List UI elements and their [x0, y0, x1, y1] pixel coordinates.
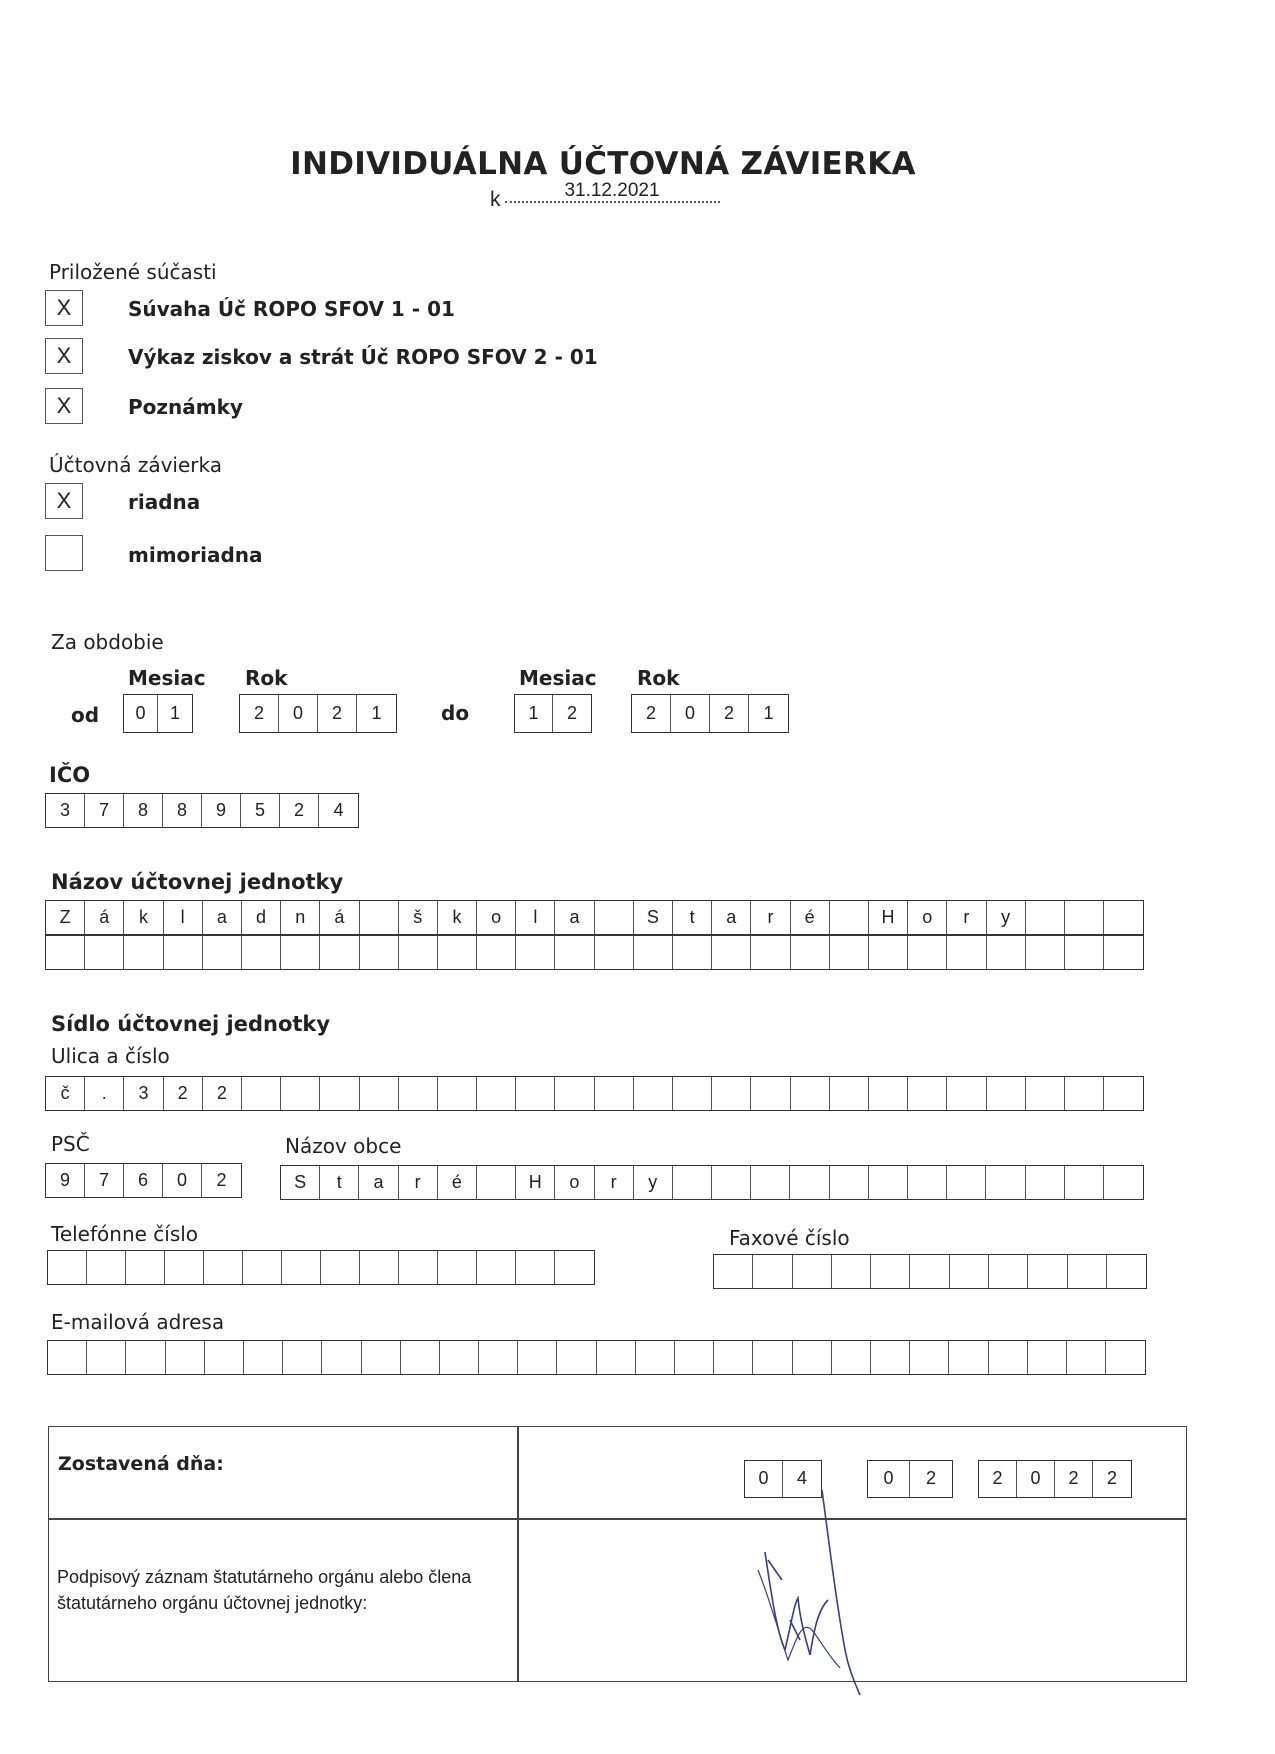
date-cell[interactable]: 0: [1017, 1461, 1055, 1497]
grid-cell[interactable]: [87, 1341, 126, 1374]
from-label: od: [71, 703, 100, 727]
grid-cell[interactable]: [947, 1166, 986, 1199]
grid-cell[interactable]: [636, 1341, 675, 1374]
grid-cell[interactable]: o: [908, 901, 947, 934]
grid-cell[interactable]: [126, 1251, 165, 1284]
grid-cell[interactable]: [1026, 1077, 1065, 1110]
date-cell[interactable]: 0: [868, 1461, 910, 1497]
grid-cell[interactable]: [321, 1251, 360, 1284]
grid-cell[interactable]: [165, 1251, 204, 1284]
grid-cell[interactable]: [282, 1251, 321, 1284]
grid-cell[interactable]: 8: [163, 794, 202, 827]
grid-cell[interactable]: [283, 1341, 322, 1374]
grid-cell[interactable]: [126, 1341, 165, 1374]
grid-cell[interactable]: 8: [124, 794, 163, 827]
grid-cell[interactable]: y: [634, 1166, 673, 1199]
from-month-label: Mesiac: [128, 666, 206, 690]
grid-cell[interactable]: [1106, 1341, 1145, 1374]
grid-cell[interactable]: [832, 1341, 871, 1374]
grid-cell[interactable]: [438, 1077, 477, 1110]
grid-cell[interactable]: [751, 1077, 790, 1110]
grid-cell[interactable]: [793, 1255, 832, 1288]
grid-cell[interactable]: [949, 1341, 988, 1374]
type-label-extraordinary: mimoriadna: [128, 543, 263, 567]
grid-cell[interactable]: [675, 1341, 714, 1374]
grid-cell[interactable]: [871, 1341, 910, 1374]
grid-cell[interactable]: [910, 1341, 949, 1374]
grid-cell[interactable]: d: [242, 901, 281, 934]
grid-cell[interactable]: [360, 936, 399, 969]
grid-cell[interactable]: [557, 1341, 596, 1374]
grid-cell[interactable]: [87, 1251, 126, 1284]
grid-cell[interactable]: [830, 1077, 869, 1110]
email-label: E-mailová adresa: [51, 1310, 225, 1334]
grid-cell[interactable]: [322, 1341, 361, 1374]
grid-cell[interactable]: 9: [202, 794, 241, 827]
grid-cell[interactable]: [908, 1077, 947, 1110]
type-checkbox-extraordinary[interactable]: [45, 535, 83, 571]
closing-date: 31.12.2021: [505, 181, 720, 203]
grid-cell[interactable]: [555, 936, 594, 969]
grid-cell[interactable]: l: [164, 901, 203, 934]
to-label: do: [441, 701, 470, 725]
grid-cell[interactable]: a: [359, 1166, 398, 1199]
grid-cell[interactable]: [830, 936, 869, 969]
grid-cell[interactable]: [791, 936, 830, 969]
type-label-regular: riadna: [128, 490, 201, 514]
grid-cell[interactable]: [438, 936, 477, 969]
to-month-label: Mesiac: [519, 666, 597, 690]
grid-cell[interactable]: [477, 1077, 516, 1110]
grid-cell[interactable]: [597, 1341, 636, 1374]
grid-cell[interactable]: [48, 1341, 87, 1374]
grid-cell[interactable]: o: [477, 901, 516, 934]
grid-cell[interactable]: [869, 1166, 908, 1199]
city-field[interactable]: [280, 1165, 1144, 1200]
grid-cell[interactable]: [401, 1341, 440, 1374]
grid-cell[interactable]: [595, 1077, 634, 1110]
date-cell[interactable]: 4: [796, 1468, 807, 1488]
grid-cell[interactable]: 1: [763, 703, 774, 723]
grid-cell[interactable]: [793, 1341, 832, 1374]
grid-cell[interactable]: [712, 1077, 751, 1110]
grid-cell[interactable]: [1068, 1255, 1107, 1288]
type-section-label: Účtovná závierka: [49, 453, 222, 477]
grid-cell[interactable]: 2: [240, 695, 279, 732]
grid-cell[interactable]: [830, 1166, 869, 1199]
grid-cell[interactable]: [166, 1341, 205, 1374]
fax-field[interactable]: [713, 1254, 1147, 1289]
grid-cell[interactable]: [712, 936, 751, 969]
grid-cell[interactable]: [790, 1166, 829, 1199]
compiled-year-field[interactable]: [978, 1460, 1132, 1498]
grid-cell[interactable]: [753, 1255, 792, 1288]
grid-cell[interactable]: H: [516, 1166, 555, 1199]
phone-label: Telefónne číslo: [51, 1222, 199, 1246]
grid-cell[interactable]: 5: [241, 794, 280, 827]
grid-cell[interactable]: [360, 1077, 399, 1110]
grid-cell[interactable]: [1104, 1166, 1143, 1199]
unit-name-row-2[interactable]: [45, 935, 1144, 970]
grid-cell[interactable]: [910, 1255, 949, 1288]
date-cell[interactable]: 2: [979, 1461, 1017, 1497]
grid-cell[interactable]: 7: [85, 794, 124, 827]
grid-cell[interactable]: 1: [371, 703, 382, 723]
grid-cell[interactable]: [479, 1341, 518, 1374]
from-year-field[interactable]: [239, 694, 397, 733]
signature-label: Podpisový záznam štatutárneho orgánu alebo člena štatutárneho orgánu účtovnej jednotky:: [57, 1567, 472, 1613]
grid-cell[interactable]: 2: [632, 695, 671, 732]
grid-cell[interactable]: [751, 1166, 790, 1199]
grid-cell[interactable]: [320, 1077, 359, 1110]
grid-cell[interactable]: [205, 1341, 244, 1374]
grid-cell[interactable]: k: [438, 901, 477, 934]
grid-cell[interactable]: 3: [46, 794, 85, 827]
grid-cell[interactable]: [281, 1077, 320, 1110]
grid-cell[interactable]: [1107, 1255, 1146, 1288]
grid-cell[interactable]: [1026, 901, 1065, 934]
document-title: INDIVIDUÁLNA ÚČTOVNÁ ZÁVIERKA: [290, 146, 916, 182]
grid-cell[interactable]: [281, 936, 320, 969]
date-cell[interactable]: 0: [745, 1461, 783, 1497]
grid-cell[interactable]: [48, 1251, 87, 1284]
grid-cell[interactable]: [986, 1166, 1025, 1199]
grid-cell[interactable]: [871, 1255, 910, 1288]
grid-cell[interactable]: [1065, 901, 1104, 934]
handwritten-signature: [740, 1490, 880, 1700]
grid-cell[interactable]: [46, 936, 85, 969]
grid-cell[interactable]: [516, 1077, 555, 1110]
grid-cell[interactable]: [360, 1251, 399, 1284]
grid-cell[interactable]: 0: [163, 1164, 202, 1197]
grid-cell[interactable]: 0: [124, 695, 158, 732]
grid-cell[interactable]: 2: [164, 1077, 203, 1110]
grid-cell[interactable]: [947, 1077, 986, 1110]
grid-cell[interactable]: t: [673, 901, 712, 934]
grid-cell[interactable]: [869, 1077, 908, 1110]
grid-cell[interactable]: [1028, 1341, 1067, 1374]
grid-cell[interactable]: [1065, 1077, 1104, 1110]
attached-label-3: Poznámky: [128, 395, 243, 419]
grid-cell[interactable]: a: [712, 901, 751, 934]
grid-cell[interactable]: 0: [279, 695, 318, 732]
to-year-label: Rok: [637, 666, 680, 690]
grid-cell[interactable]: [203, 936, 242, 969]
grid-cell[interactable]: .: [85, 1077, 124, 1110]
date-cell[interactable]: 2: [1106, 1468, 1117, 1488]
grid-cell[interactable]: [1026, 1166, 1065, 1199]
grid-cell[interactable]: [555, 1251, 594, 1284]
from-month-field[interactable]: [123, 694, 193, 733]
grid-cell[interactable]: á: [85, 901, 124, 934]
grid-cell[interactable]: 2: [216, 1170, 227, 1190]
grid-cell[interactable]: [399, 1251, 438, 1284]
grid-cell[interactable]: [1028, 1255, 1067, 1288]
attached-checkbox-2[interactable]: X: [45, 338, 83, 374]
grid-cell[interactable]: 1: [169, 703, 180, 723]
grid-cell[interactable]: [477, 936, 516, 969]
grid-cell[interactable]: H: [869, 901, 908, 934]
date-cell[interactable]: 2: [925, 1468, 936, 1488]
grid-cell[interactable]: [360, 901, 399, 934]
psc-field[interactable]: [45, 1163, 242, 1198]
grid-cell[interactable]: [751, 936, 790, 969]
grid-cell[interactable]: [124, 936, 163, 969]
grid-cell[interactable]: [440, 1341, 479, 1374]
grid-cell[interactable]: a: [203, 901, 242, 934]
grid-cell[interactable]: [791, 1077, 830, 1110]
seat-label: Sídlo účtovnej jednotky: [51, 1012, 331, 1036]
grid-cell[interactable]: [908, 936, 947, 969]
psc-label: PSČ: [51, 1132, 90, 1156]
date-line: [490, 180, 720, 213]
grid-cell[interactable]: [242, 936, 281, 969]
grid-cell[interactable]: 6: [124, 1164, 163, 1197]
grid-cell[interactable]: Z: [46, 901, 85, 934]
grid-cell[interactable]: [634, 1077, 673, 1110]
grid-cell[interactable]: 2: [710, 695, 749, 732]
grid-cell[interactable]: 9: [46, 1164, 85, 1197]
grid-cell[interactable]: [399, 936, 438, 969]
grid-cell[interactable]: é: [791, 901, 830, 934]
table-vertical-divider: [517, 1426, 519, 1682]
grid-cell[interactable]: t: [320, 1166, 359, 1199]
grid-cell[interactable]: [712, 1166, 751, 1199]
grid-cell[interactable]: 2: [280, 794, 319, 827]
grid-cell[interactable]: [204, 1251, 243, 1284]
grid-cell[interactable]: [673, 1166, 712, 1199]
grid-cell[interactable]: [832, 1255, 871, 1288]
grid-cell[interactable]: [673, 936, 712, 969]
grid-cell[interactable]: [947, 936, 986, 969]
grid-cell[interactable]: [753, 1341, 792, 1374]
grid-cell[interactable]: [908, 1166, 947, 1199]
grid-cell[interactable]: [1067, 1341, 1106, 1374]
grid-cell[interactable]: [438, 1251, 477, 1284]
grid-cell[interactable]: [320, 936, 359, 969]
grid-cell[interactable]: 0: [671, 695, 710, 732]
grid-cell[interactable]: [399, 1077, 438, 1110]
city-label: Názov obce: [285, 1134, 402, 1158]
to-year-field[interactable]: [631, 694, 789, 733]
grid-cell[interactable]: [85, 936, 124, 969]
grid-cell[interactable]: n: [281, 901, 320, 934]
grid-cell[interactable]: 1: [515, 695, 553, 732]
grid-cell[interactable]: [869, 936, 908, 969]
grid-cell[interactable]: [634, 936, 673, 969]
grid-cell[interactable]: [989, 1255, 1028, 1288]
street-label: Ulica a číslo: [51, 1044, 170, 1068]
attached-checkbox-3[interactable]: X: [45, 388, 83, 424]
grid-cell[interactable]: [1104, 1077, 1143, 1110]
grid-cell[interactable]: [516, 1251, 555, 1284]
grid-cell[interactable]: a: [555, 901, 594, 934]
grid-cell[interactable]: 4: [333, 800, 344, 820]
attached-section-label: Priložené súčasti: [49, 260, 217, 284]
grid-cell[interactable]: [1065, 1166, 1104, 1199]
attached-label-2: Výkaz ziskov a strát Úč ROPO SFOV 2 - 01: [128, 345, 598, 369]
grid-cell[interactable]: y: [987, 901, 1026, 934]
grid-cell[interactable]: 2: [203, 1077, 242, 1110]
grid-cell[interactable]: 7: [85, 1164, 124, 1197]
grid-cell[interactable]: [164, 936, 203, 969]
grid-cell[interactable]: é: [438, 1166, 477, 1199]
table-horizontal-divider: [48, 1518, 1187, 1520]
grid-cell[interactable]: [477, 1251, 516, 1284]
grid-cell[interactable]: [1026, 936, 1065, 969]
attached-checkbox-1[interactable]: X: [45, 290, 83, 326]
to-month-field[interactable]: [514, 694, 592, 733]
grid-cell[interactable]: [242, 1077, 281, 1110]
grid-cell[interactable]: [362, 1341, 401, 1374]
compiled-label: Zostavená dňa:: [58, 1453, 224, 1475]
street-field[interactable]: [45, 1076, 1144, 1111]
type-checkbox-regular[interactable]: X: [45, 483, 83, 519]
k-prefix: k: [490, 188, 501, 211]
grid-cell[interactable]: [243, 1251, 282, 1284]
grid-cell[interactable]: r: [595, 1166, 634, 1199]
grid-cell[interactable]: 2: [318, 695, 357, 732]
grid-cell[interactable]: [714, 1341, 753, 1374]
unit-name-label: Názov účtovnej jednotky: [51, 870, 344, 894]
unit-name-row-1[interactable]: [45, 900, 1144, 935]
grid-cell[interactable]: 2: [566, 703, 577, 723]
grid-cell[interactable]: [1104, 936, 1143, 969]
grid-cell[interactable]: á: [320, 901, 359, 934]
grid-cell[interactable]: [987, 936, 1026, 969]
period-heading: Za obdobie: [51, 630, 164, 654]
grid-cell[interactable]: [477, 1166, 516, 1199]
grid-cell[interactable]: [950, 1255, 989, 1288]
phone-field[interactable]: [47, 1250, 595, 1285]
grid-cell[interactable]: S: [634, 901, 673, 934]
grid-cell[interactable]: [555, 1077, 594, 1110]
grid-cell[interactable]: [595, 901, 634, 934]
ico-label: IČO: [49, 763, 91, 787]
fax-label: Faxové číslo: [729, 1226, 850, 1250]
grid-cell[interactable]: š: [399, 901, 438, 934]
grid-cell[interactable]: k: [124, 901, 163, 934]
grid-cell[interactable]: r: [751, 901, 790, 934]
grid-cell[interactable]: [1065, 936, 1104, 969]
grid-cell[interactable]: r: [947, 901, 986, 934]
date-cell[interactable]: 2: [1055, 1461, 1093, 1497]
grid-cell[interactable]: l: [516, 901, 555, 934]
attached-label-1: Súvaha Úč ROPO SFOV 1 - 01: [128, 297, 455, 321]
grid-cell[interactable]: r: [399, 1166, 438, 1199]
grid-cell[interactable]: [516, 936, 555, 969]
grid-cell[interactable]: [518, 1341, 557, 1374]
grid-cell[interactable]: o: [555, 1166, 594, 1199]
grid-cell[interactable]: [244, 1341, 283, 1374]
grid-cell[interactable]: [830, 901, 869, 934]
grid-cell[interactable]: 3: [124, 1077, 163, 1110]
grid-cell[interactable]: [989, 1341, 1028, 1374]
from-year-label: Rok: [245, 666, 288, 690]
grid-cell[interactable]: S: [281, 1166, 320, 1199]
grid-cell[interactable]: č: [46, 1077, 85, 1110]
grid-cell[interactable]: [1104, 901, 1143, 934]
email-field[interactable]: [47, 1340, 1146, 1375]
ico-field[interactable]: [45, 793, 359, 828]
grid-cell[interactable]: [987, 1077, 1026, 1110]
grid-cell[interactable]: [714, 1255, 753, 1288]
grid-cell[interactable]: [673, 1077, 712, 1110]
grid-cell[interactable]: [595, 936, 634, 969]
